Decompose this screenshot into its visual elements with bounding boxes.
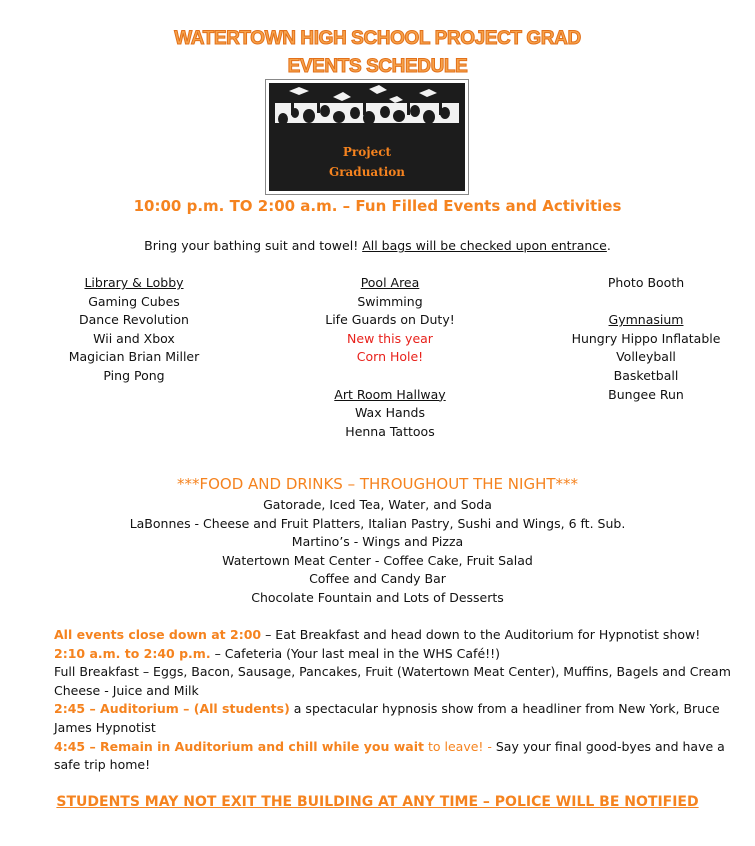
list-item: Swimming — [357, 293, 423, 309]
list-item: Dance Revolution — [79, 312, 189, 328]
list-item: Wii and Xbox — [93, 330, 175, 346]
food-item: Chocolate Fountain and Lots of Desserts — [251, 589, 504, 605]
art-room-heading: Art Room Hallway — [334, 386, 446, 402]
page-subtitle: EVENTS SCHEDULE — [287, 56, 468, 77]
list-item: Bungee Run — [608, 386, 684, 402]
final-text: Say your final good-byes and have a safe trip home! — [54, 738, 725, 773]
list-item: Ping Pong — [103, 367, 165, 383]
list-item: Henna Tattoos — [345, 423, 435, 439]
hypno-text: a spectacular hypnosis show from a headliner from New York, Bruce James Hypnotist — [54, 701, 720, 735]
left-column — [56, 274, 212, 386]
list-item: Life Guards on Duty! — [325, 312, 455, 328]
hypno-time: 2:45 – Auditorium – (All students) — [54, 701, 290, 717]
notice — [0, 238, 755, 253]
library-lobby-heading: Library & Lobby — [84, 275, 184, 290]
schedule-final — [54, 738, 734, 775]
photo-booth-item: Photo Booth — [607, 275, 685, 290]
notice-underlined: All bags will be checked upon entrance — [362, 238, 607, 253]
food-item: Gatorade, Iced Tea, Water, and Soda — [263, 497, 492, 512]
middle-column — [300, 274, 480, 441]
schedule-close — [54, 626, 734, 645]
final-mid: to leave! - — [424, 738, 496, 754]
cafe-time: 2:10 a.m. to 2:40 p.m. — [54, 645, 211, 661]
notice-text: Bring your bathing suit and towel! — [144, 238, 363, 253]
food-item: Martino’s - Wings and Pizza — [291, 534, 464, 550]
pool-area-heading: Pool Area — [360, 275, 420, 290]
schedule-breakfast: Full Breakfast – Eggs, Bacon, Sausage, Pancakes, Fruit (Watertown Meat Center), Muffins, Bagels and Cream Cheese - Juice and Milk — [54, 664, 731, 698]
new-item: Corn Hole! — [356, 349, 424, 365]
gymnasium-heading: Gymnasium — [608, 312, 684, 328]
list-item: Wax Hands — [354, 405, 426, 421]
list-item: Gaming Cubes — [88, 293, 180, 309]
new-item: New this year — [347, 330, 433, 346]
list-item: Magician Brian Miller — [68, 349, 200, 365]
right-column — [563, 274, 729, 404]
food-list — [0, 496, 755, 608]
food-heading: ***FOOD AND DRINKS – THROUGHOUT THE NIGHT*** — [176, 475, 579, 493]
close-time: All events close down at 2:00 — [54, 627, 262, 642]
time-banner: 10:00 p.m. TO 2:00 a.m. – Fun Filled Events and Activities — [133, 197, 622, 215]
warning-banner: STUDENTS MAY NOT EXIT THE BUILDING AT ANY TIME – POLICE WILL BE NOTIFIED — [56, 794, 699, 810]
notice-suffix: . — [606, 238, 611, 253]
food-item: Watertown Meat Center - Coffee Cake, Fruit Salad — [222, 552, 533, 568]
list-item: Basketball — [613, 367, 679, 383]
logo-text-line1: Project — [342, 145, 392, 159]
close-text: – Eat Breakfast and head down to the Auditorium for Hypnotist show! — [261, 627, 701, 642]
food-item: Coffee and Candy Bar — [309, 571, 446, 587]
cafe-text: – Cafeteria (Your last meal in the WHS Café!!) — [210, 645, 501, 661]
schedule-cafe — [54, 645, 734, 664]
final-time: 4:45 – Remain in Auditorium and chill while you wait — [54, 738, 424, 754]
project-graduation-logo — [266, 80, 468, 194]
list-item: Volleyball — [616, 349, 676, 365]
food-item: LaBonnes - Cheese and Fruit Platters, Italian Pastry, Sushi and Wings, 6 ft. Sub. — [129, 515, 626, 531]
logo-text-line2: Graduation — [328, 165, 406, 179]
schedule — [54, 626, 734, 775]
page-title: WATERTOWN HIGH SCHOOL PROJECT GRAD — [174, 28, 581, 49]
list-item: Hungry Hippo Inflatable — [571, 330, 721, 346]
schedule-hypno — [54, 700, 734, 737]
